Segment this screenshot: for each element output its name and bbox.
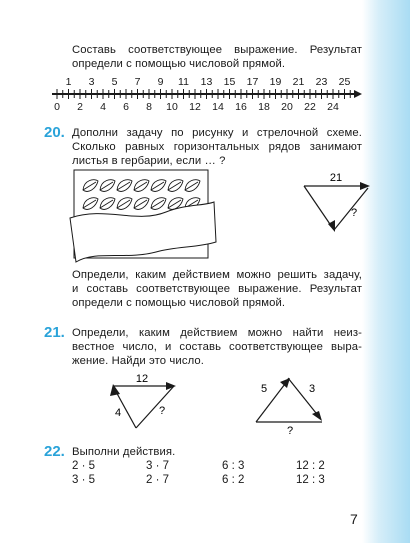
number-line-arrowhead xyxy=(354,90,362,98)
task-21-line-1: Определи, каким действием можно найти неиз- xyxy=(72,327,362,339)
task-21-number: 21. xyxy=(44,324,65,341)
expr-4: 12 : 2 xyxy=(296,460,325,472)
tri1-label-left: 4 xyxy=(114,407,122,419)
task-21-line-3: жение. Найди это число. xyxy=(72,355,205,367)
expr-1: 2 · 5 xyxy=(72,460,96,472)
number-line-label-even: 14 xyxy=(212,101,224,113)
number-line-label-even: 2 xyxy=(77,101,83,113)
task-20-line-1: Дополни задачу по рисунку и стрелочной схеме. xyxy=(72,127,362,139)
tri2-label-left: 5 xyxy=(260,383,268,395)
task-22-title: Выполни действия. xyxy=(72,446,176,458)
number-line-label-odd: 25 xyxy=(338,76,351,88)
arrow-label-top: 21 xyxy=(329,172,343,184)
arrowhead xyxy=(360,182,370,190)
intro-line-2: определи с помощью числовой прямой. xyxy=(72,58,286,70)
expr-7: 6 : 2 xyxy=(222,474,245,486)
expr-8: 12 : 3 xyxy=(296,474,325,486)
tri1-label-right: ? xyxy=(158,405,166,417)
task-20-line-3: листья в гербарии, если … ? xyxy=(72,155,226,167)
number-line-label-odd: 5 xyxy=(111,76,118,88)
task-20-after-2: и составь соответствующее выражение. Результат xyxy=(72,283,362,295)
number-line-label-odd: 21 xyxy=(292,76,305,88)
task-20-after-1: Определи, каким действием можно решить задачу, xyxy=(72,269,362,281)
number-line-label-odd: 11 xyxy=(178,76,189,88)
expr-6: 2 · 7 xyxy=(146,474,170,486)
tri2-label-bottom: ? xyxy=(286,425,294,437)
number-line-label-odd: 7 xyxy=(134,76,141,88)
number-line-label-odd: 15 xyxy=(223,76,236,88)
expr-2: 3 · 7 xyxy=(146,460,170,472)
task-21-triangle-2 xyxy=(248,370,338,440)
number-line-label-odd: 13 xyxy=(200,76,213,88)
arrowhead xyxy=(312,411,322,421)
task-21-triangle-1 xyxy=(104,370,194,440)
number-line-label-even: 0 xyxy=(54,101,60,113)
number-line-label-even: 12 xyxy=(189,101,201,113)
task-22-number: 22. xyxy=(44,443,65,460)
number-line-label-odd: 3 xyxy=(88,76,95,88)
number-line-label-odd: 19 xyxy=(269,76,282,88)
number-line-label-even: 10 xyxy=(166,101,178,113)
tri1-label-top: 12 xyxy=(135,373,149,385)
task-20-number: 20. xyxy=(44,124,65,141)
number-line-label-odd: 9 xyxy=(157,76,164,88)
number-line-label-even: 18 xyxy=(258,101,270,113)
intro-line-1: Составь соответствующее выражение. Результат xyxy=(72,44,362,56)
number-line-label-odd: 17 xyxy=(246,76,259,88)
task-20-after-3: определи с помощью числовой прямой. xyxy=(72,297,286,309)
page-number: 7 xyxy=(350,511,358,527)
number-line-label-odd: 23 xyxy=(315,76,328,88)
herbarium-picture xyxy=(66,166,226,266)
number-line-label-even: 22 xyxy=(304,101,316,113)
tri2-label-right: 3 xyxy=(308,383,316,395)
expr-5: 3 · 5 xyxy=(72,474,96,486)
number-line-label-even: 4 xyxy=(100,101,106,113)
task-20-line-2: Сколько равных горизонтальных рядов занимают xyxy=(72,141,362,153)
number-line-label-even: 16 xyxy=(235,101,247,113)
arrow-label-unknown: ? xyxy=(350,207,358,219)
task-21-line-2: вестное число, и составь соответствующее выра- xyxy=(72,341,362,353)
expr-3: 6 : 3 xyxy=(222,460,245,472)
number-line-label-even: 8 xyxy=(146,101,152,113)
number-line xyxy=(0,75,410,115)
number-line-label-odd: 1 xyxy=(65,76,72,88)
number-line-label-even: 24 xyxy=(327,101,339,113)
task-20-arrow-scheme xyxy=(298,170,378,240)
number-line-label-even: 6 xyxy=(123,101,129,113)
number-line-label-even: 20 xyxy=(281,101,293,113)
